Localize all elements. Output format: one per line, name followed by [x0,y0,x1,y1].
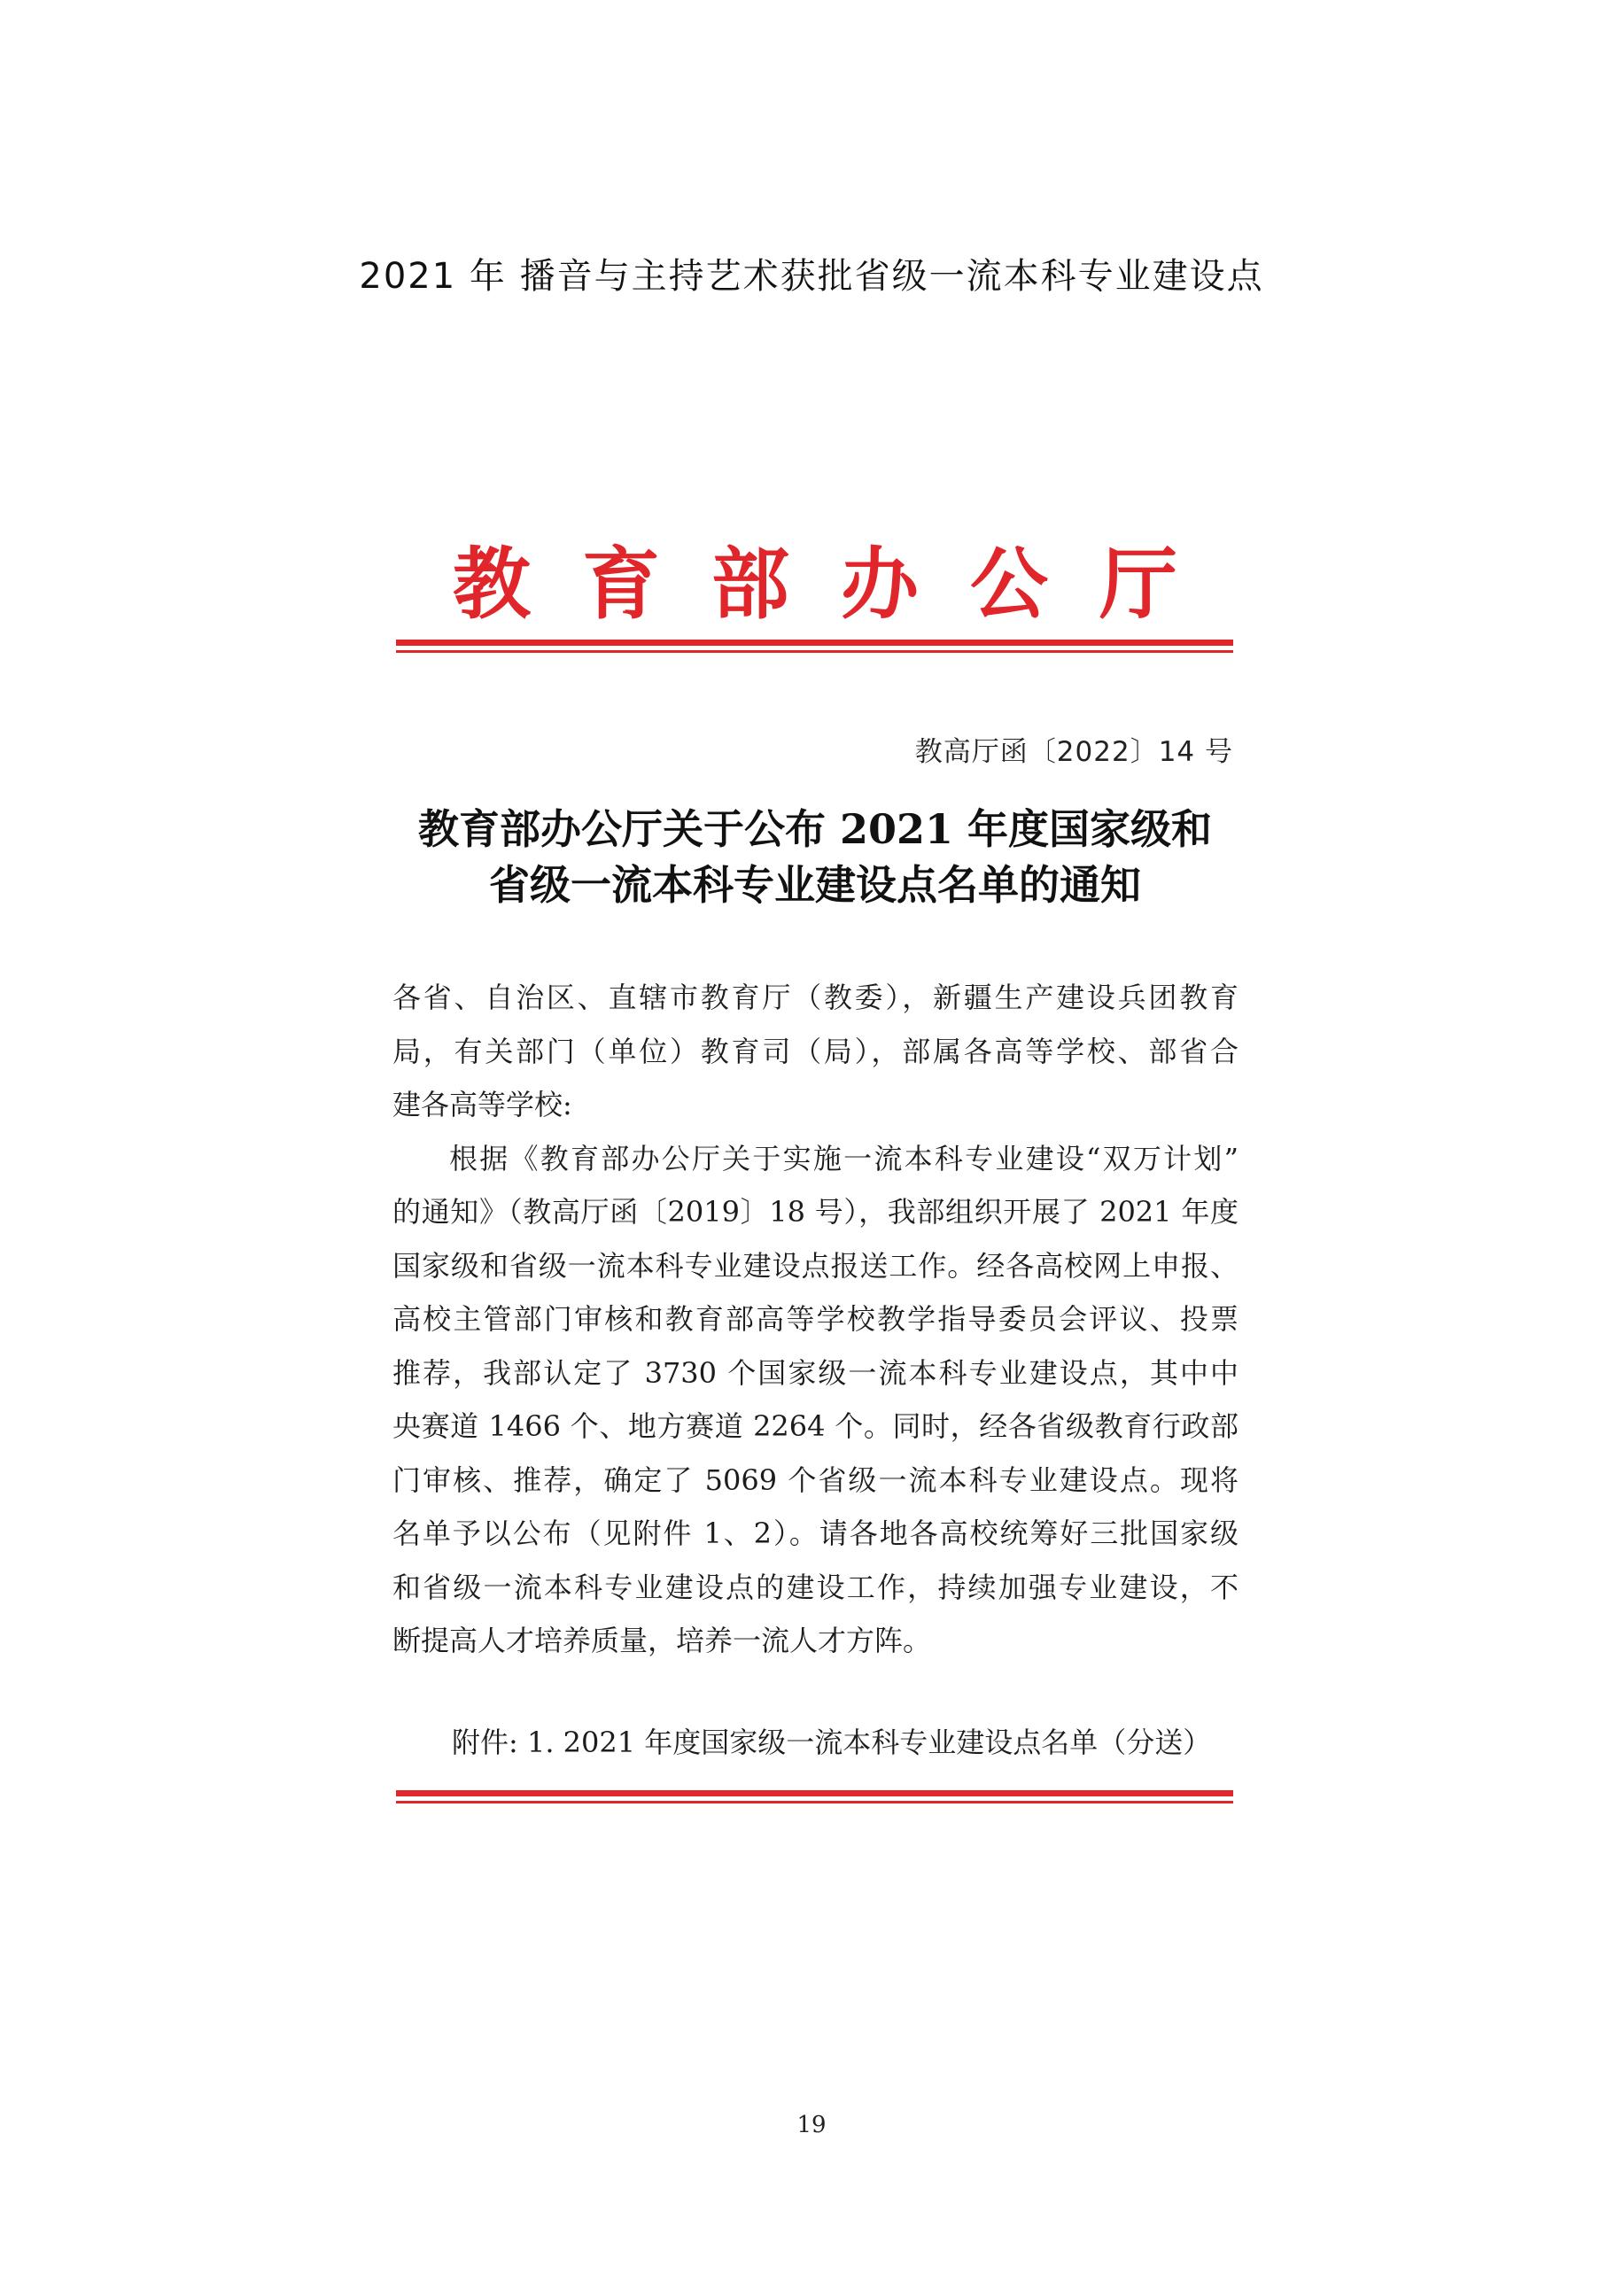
body-line: 门审核、推荐，确定了 5069 个省级一流本科专业建设点。现将 [392,1462,1239,1497]
body-line: 的通知》（教高厅函〔2019〕18 号），我部组织开展了 2021 年度 [392,1195,1239,1229]
body-line: 名单予以公布（见附件 1、2）。请各地各高校统筹好三批国家级 [392,1516,1239,1550]
body-line: 央赛道 1466 个、地方赛道 2264 个。同时，经各省级教育行政部 [392,1409,1239,1443]
attachment-line: 附件: 1. 2021 年度国家级一流本科专业建设点名单（分送） [452,1726,1212,1759]
letterhead-title: 教育部办公厅 [452,538,1229,630]
letterhead-rule-thin [396,650,1233,653]
page-heading: 2021 年 播音与主持艺术获批省级一流本科专业建设点 [359,256,1264,297]
body-line: 高校主管部门审核和教育部高等学校教学指导委员会评议、投票 [392,1302,1239,1336]
body-line: 和省级一流本科专业建设点的建设工作，持续加强专业建设，不 [392,1570,1239,1604]
page-number: 19 [796,2112,827,2138]
notice-title-line: 教育部办公厅关于公布 2021 年度国家级和 [417,805,1213,853]
body-line: 局，有关部门（单位）教育司（局），部属各高等学校、部省合 [392,1034,1239,1068]
body-line: 推荐，我部认定了 3730 个国家级一流本科专业建设点，其中中 [392,1355,1239,1390]
footer-rule-thin [396,1801,1233,1803]
notice-title-line: 省级一流本科专业建设点名单的通知 [489,861,1141,909]
notice-title [390,802,1240,913]
body-line: 根据《教育部办公厅关于实施一流本科专业建设“双万计划” [449,1141,1239,1175]
footer-rule-thick [396,1790,1233,1796]
body-line: 各省、自治区、直辖市教育厅（教委），新疆生产建设兵团教育 [392,981,1239,1014]
body-line: 断提高人才培养质量，培养一流人才方阵。 [392,1624,932,1657]
body-line: 国家级和省级一流本科专业建设点报送工作。经各高校网上申报、 [392,1248,1239,1283]
letterhead-rule-thick [396,640,1233,646]
document-number: 教高厅函〔2022〕14 号 [914,736,1233,768]
notice-body [392,971,1239,1668]
body-line: 建各高等学校: [392,1088,572,1121]
